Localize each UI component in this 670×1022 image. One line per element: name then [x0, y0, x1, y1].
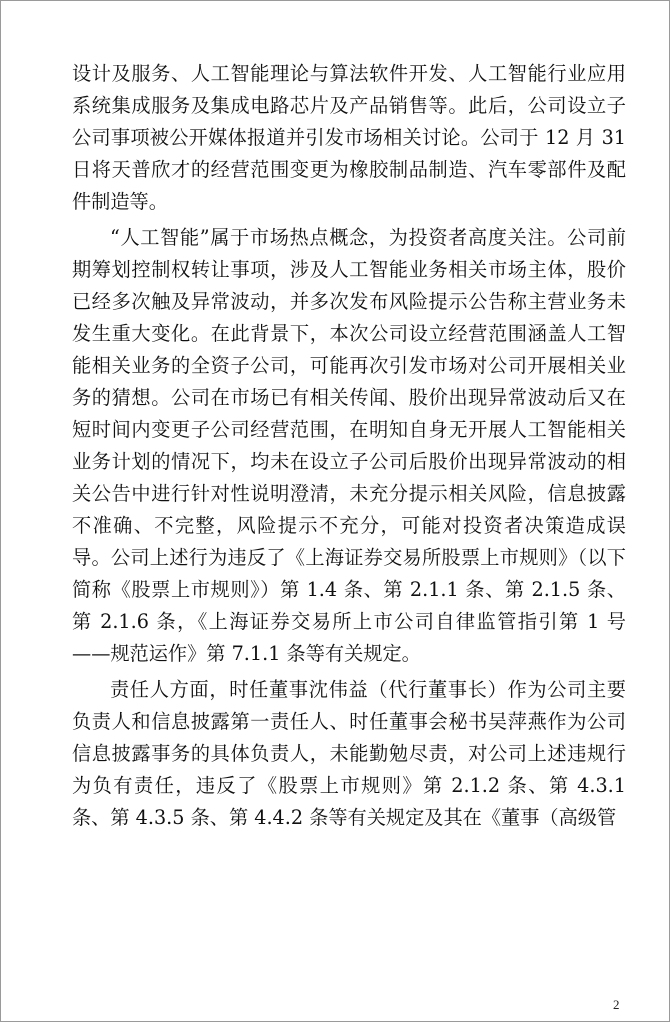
page-number: 2: [613, 997, 620, 1012]
paragraph-responsible-persons: 责任人方面，时任董事沈伟益（代行董事长）作为公司主要负责人和信息披露第一责任人、时任董事会秘书吴萍燕作为公司信息披露事务的具体负责人，未能勤勉尽责，对公司上述违规行为负有责任，违反了《股票上市规则》第 2.1.2 条、第 4.3.1 条、第 4.3.5 条、第 4.4.2 条等有关规定及其在《董事（高级管: [72, 678, 626, 829]
document-body: [72, 58, 626, 834]
paragraph-ai-concept: “人工智能”属于市场热点概念，为投资者高度关注。公司前期筹划控制权转让事项，涉及人工智能业务相关市场主体，股价已经多次触及异常波动，并多次发布风险提示公告称主营业务未发生重大变化。在此背景下，本次公司设立经营范围涵盖人工智能相关业务的全资子公司，可能再次引发市场对公司开展相关业务的猜想。公司在市场已有相关传闻、股价出现异常波动后又在短时间内变更子公司经营范围，在明知自身无开展人工智能相关业务计划的情况下，均未在设立子公司后股价出现异常波动的相关公告中进行针对性说明澄清，未充分提示相关风险，信息披露不准确、不完整，风险提示不充分，可能对投资者决策造成误导。公司上述行为违反了《上海证券交易所股票上市规则》（以下简称《股票上市规则》）第 1.4 条、第 2.1.1 条、第 2.1.5 条、第 2.1.6 条，《上海证券交易所上市公司自律监管指引第 1 号——规范运作》第 7.1.1 条等有关规定。: [72, 226, 626, 665]
paragraph-continuation: 设计及服务、人工智能理论与算法软件开发、人工智能行业应用系统集成服务及集成电路芯片及产品销售等。此后，公司设立子公司事项被公开媒体报道并引发市场相关讨论。公司于 12 月 31 日将天普欣才的经营范围变更为橡胶制品制造、汽车零部件及配件制造等。: [72, 62, 626, 213]
